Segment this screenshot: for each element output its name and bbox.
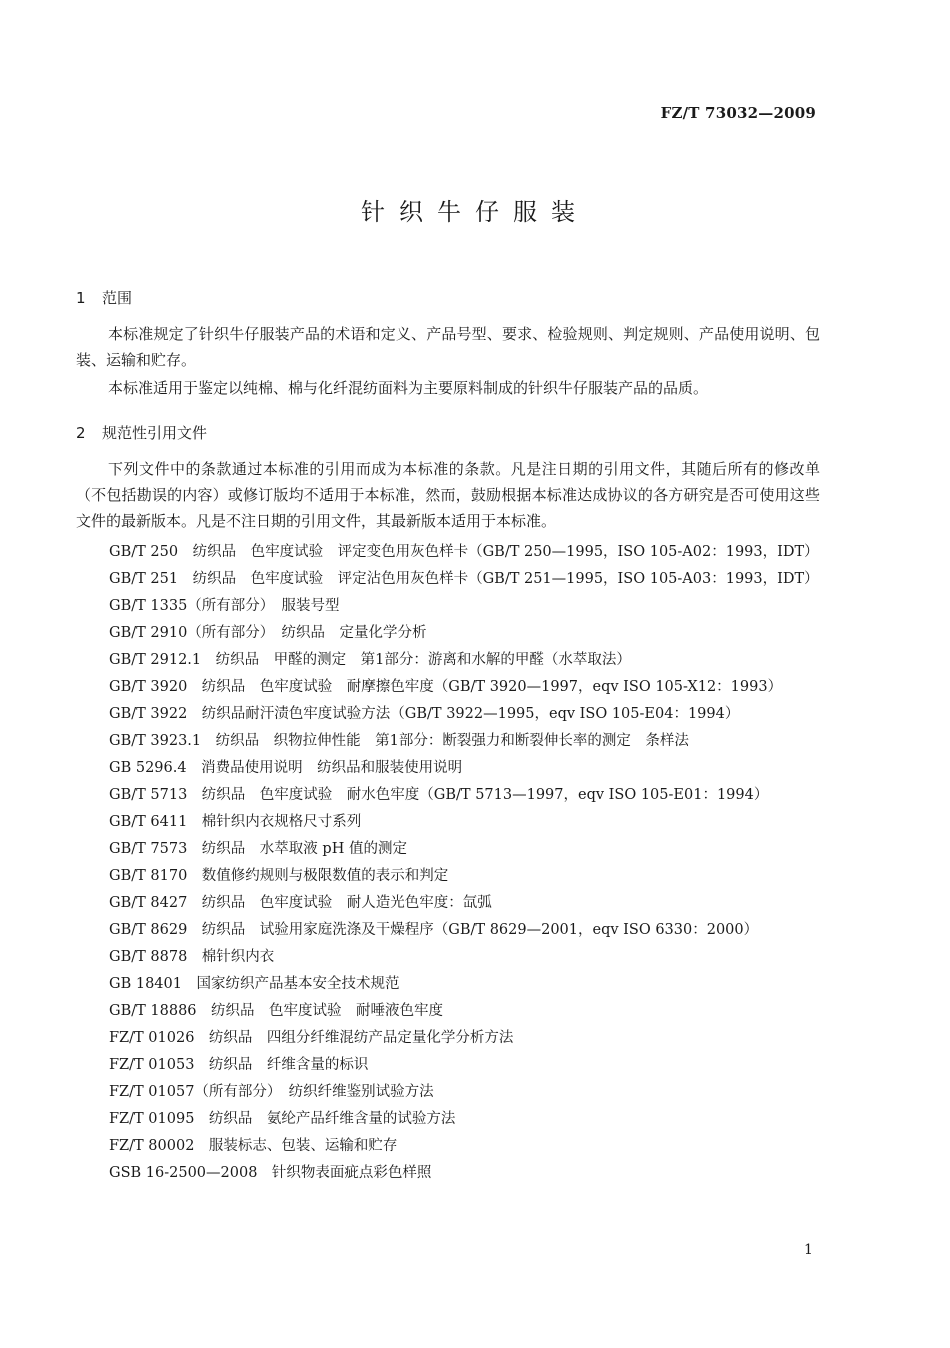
section-1-paragraph: 本标准适用于鉴定以纯棉、棉与化纤混纺面料为主要原料制成的针织牛仔服装产品的品质。 [108, 379, 709, 397]
reference-list [76, 539, 836, 1187]
reference-item: GB/T 3920 纺织品 色牢度试验 耐摩擦色牢度（GB/T 3920—1997，eqv ISO 105-X12：1993） [109, 679, 783, 695]
standard-number: FZ/T 73032—2009 [660, 104, 816, 122]
reference-item: GB/T 6411 棉针织内衣规格尺寸系列 [109, 814, 362, 830]
reference-item: FZ/T 80002 服装标志、包装、运输和贮存 [109, 1138, 398, 1154]
reference-item: GB 18401 国家纺织产品基本安全技术规范 [109, 976, 400, 992]
page-number: 1 [804, 1242, 813, 1258]
reference-item: GB/T 2910（所有部分） 纺织品 定量化学分析 [109, 625, 427, 641]
reference-item: GB/T 250 纺织品 色牢度试验 评定变色用灰色样卡（GB/T 250—1995，ISO 105-A02：1993，IDT） [109, 544, 819, 560]
reference-item: GB/T 7573 纺织品 水萃取液 pH 值的测定 [109, 841, 407, 857]
section-2-heading [76, 422, 207, 443]
reference-item: GB/T 1335（所有部分） 服装号型 [109, 598, 340, 614]
reference-item: GSB 16-2500—2008 针织物表面疵点彩色样照 [109, 1165, 432, 1181]
section-1-title: 范围 [102, 289, 133, 307]
reference-item: GB/T 8427 纺织品 色牢度试验 耐人造光色牢度：氙弧 [109, 895, 492, 911]
reference-item: FZ/T 01026 纺织品 四组分纤维混纺产品定量化学分析方法 [109, 1030, 514, 1046]
reference-item: FZ/T 01053 纺织品 纤维含量的标识 [109, 1057, 369, 1073]
section-2-intro: 下列文件中的条款通过本标准的引用而成为本标准的条款。凡是注日期的引用文件，其随后所有的修改单（不包括勘误的内容）或修订版均不适用于本标准，然而，鼓励根据本标准达成协议的各方研究是否可使用这些文件的最新版本。凡是不注日期的引用文件，其最新版本适用于本标准。 [76, 460, 820, 530]
section-1-number: 1 [76, 289, 86, 307]
reference-item: FZ/T 01095 纺织品 氨纶产品纤维含量的试验方法 [109, 1111, 456, 1127]
reference-item: GB/T 5713 纺织品 色牢度试验 耐水色牢度（GB/T 5713—1997，eqv ISO 105-E01：1994） [109, 787, 769, 803]
section-2-title: 规范性引用文件 [102, 424, 208, 442]
reference-item: GB 5296.4 消费品使用说明 纺织品和服装使用说明 [109, 760, 463, 776]
section-1-heading [76, 287, 132, 308]
section-1-paragraph: 本标准规定了针织牛仔服装产品的术语和定义、产品号型、要求、检验规则、判定规则、产品使用说明、包装、运输和贮存。 [76, 325, 820, 369]
section-2-number: 2 [76, 424, 86, 442]
reference-item: GB/T 3923.1 纺织品 织物拉伸性能 第1部分：断裂强力和断裂伸长率的测定 条样法 [109, 733, 689, 749]
reference-item: GB/T 3922 纺织品耐汗渍色牢度试验方法（GB/T 3922—1995，eqv ISO 105-E04：1994） [109, 706, 740, 722]
reference-item: GB/T 8629 纺织品 试验用家庭洗涤及干燥程序（GB/T 8629—2001，eqv ISO 6330：2000） [109, 922, 759, 938]
reference-item: GB/T 8170 数值修约规则与极限数值的表示和判定 [109, 868, 449, 884]
reference-item: GB/T 8878 棉针织内衣 [109, 949, 275, 965]
reference-item: GB/T 2912.1 纺织品 甲醛的测定 第1部分：游离和水解的甲醛（水萃取法） [109, 652, 631, 668]
document-title: 针织牛仔服装 [361, 198, 589, 226]
reference-item: FZ/T 01057（所有部分） 纺织纤维鉴别试验方法 [109, 1084, 434, 1100]
reference-item: GB/T 251 纺织品 色牢度试验 评定沾色用灰色样卡（GB/T 251—1995，ISO 105-A03：1993，IDT） [109, 571, 819, 587]
reference-item: GB/T 18886 纺织品 色牢度试验 耐唾液色牢度 [109, 1003, 444, 1019]
